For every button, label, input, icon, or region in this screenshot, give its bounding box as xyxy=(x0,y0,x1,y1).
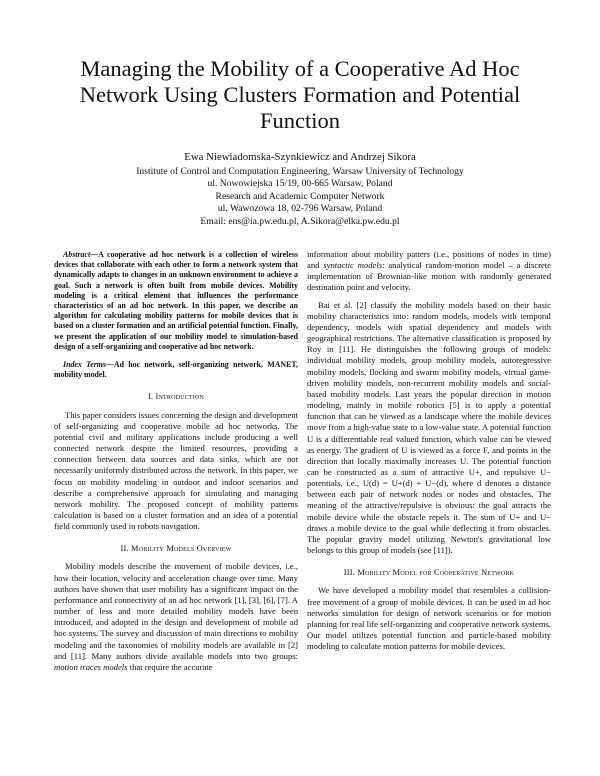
index-terms-label: Index Terms xyxy=(63,360,107,370)
introduction-paragraph: This paper considers issues concerning the design and development of self-organizing and cooperative mobile ad hoc networks. The potential civil and military applications include producing a well connected network despite the limited resources, providing a connection between data sources and data sinks, which are not necessarily uniformly distributed across the network. In this paper, we focus on mobility modeling in outdoor and indoor scenarios and describe a comprehensive approach for simulating and managing network mobility. The proposed concept of mobility patterns calculation is based on a cluster formation and an idea of a potential field commonly used in robots navigation. xyxy=(54,409,298,532)
section-heading-mobility-models-overview: II. Mobility Models Overview xyxy=(120,544,232,554)
index-terms xyxy=(54,360,298,380)
address-2: ul. Wawozowa 18, 02-796 Warsaw, Poland xyxy=(217,203,383,215)
overview-text-a: Mobility models describe the movement of mobile devices, i.e., how their location, velocity and acceleration change over time. Many authors have shown that user mobility has a significant impact on the performance and connectivity of an ad hoc network [1], [3], [6], [7]. A number of less and more detailed mobility models have been introduced, and adopted in the design and development of mobile ad hoc systems. The survey and discussion of main directions to mobility modeling and the taxonomies of mobility models are available in [2] and [11]. Many authors divide available models into two groups: xyxy=(54,561,298,661)
continuation-text-a: information about mobility patters (i.e., positions of nodes in time) and xyxy=(307,249,551,271)
title-line-3: Function xyxy=(259,108,340,133)
mobility-model-paragraph: We have developed a mobility model that resembles a collision-free movement of a group of mobile devices. It can be used in ad hoc networks simulation for design of network scenarios or for motion planning for real life self-organizing and cooperative network systems. Our model utilizes potential function and particle-based mobility modeling to calculate motion patterns for mobile devices. xyxy=(307,585,551,652)
author-block xyxy=(40,151,560,229)
author-names: Ewa Niewiadomska-Szynkiewicz and Andrzej Sikora xyxy=(184,151,416,163)
section-heading-mobility-model: III. Mobility Model for Cooperative Network xyxy=(343,568,515,578)
email-line: Email: ens@ia.pw.edu.pl, A.Sikora@elka.pw.edu.pl xyxy=(200,215,400,227)
continuation-emphasis: syntactic models xyxy=(323,260,383,271)
classification-paragraph: Bai et al. [2] classify the mobility models based on their basic mobility characteristics into: random models, models with temporal dependency, models with spatial dependency and models with geographical restrictions. The alternative classification is proposed by Roy in [11]. He distinguishes the following groups of models: individual mobility models, group mobility models, autoregressive mobility models, flocking and swarm mobility models, virtual game-driven mobility models, non-recurrent mobility models and social-based mobility models. Last years the popular direction in motion modeling, mainly in mobile robotics [5] is to apply a potential function that can be viewed as a landscape where the mobile devices move from a high-value state to a low-value state. A potential function U is a differentiable real valued function, which value can be viewed as energy. The gradient of U is viewed as a force F, and points in the direction that locally maximally increases U. The potential function can be constructed as a sum of attractive U+, and repulsive U− potentials, i.e., U(d) = U+(d) + U−(d), where d denotes a distance between each pair of network nodes or nodes and obstacles. The meaning of the attractive/repulsive is obvious: the goal attracts the mobile device while the obstacle repels it. The sum of U+ and U− draws a mobile device to the goal while deflecting it from obstacles. The popular gravity model utilizing Newton's gravitational low belongs to this group of models (see [11]). xyxy=(307,299,551,556)
overview-continuation xyxy=(307,249,551,294)
index-terms-text: —Ad hoc network, self-organizing network, MANET, mobility model. xyxy=(54,360,299,380)
paper-title xyxy=(40,56,560,134)
right-column xyxy=(307,249,551,652)
section-heading-introduction: I. Introduction xyxy=(147,392,205,402)
address-1: ul. Nowowiejska 15/19, 00-665 Warsaw, Poland xyxy=(207,178,393,190)
affiliation-2: Research and Academic Computer Network xyxy=(215,190,385,202)
title-line-1: Managing the Mobility of a Cooperative Ad Hoc xyxy=(80,56,520,81)
continuation-text-b: : analytical random-motion model – a discrete implementation of Brownian-like motion with randomly generated destination point and velocity. xyxy=(307,260,551,293)
abstract-label: Abstract xyxy=(63,250,91,259)
overview-emphasis: motion traces models xyxy=(54,661,128,672)
overview-paragraph xyxy=(54,561,298,673)
abstract xyxy=(54,250,298,352)
overview-text-b: that require the accurate xyxy=(127,661,213,672)
affiliation-1: Institute of Control and Computation Engineering, Warsaw University of Technology xyxy=(136,165,464,177)
abstract-text: —A cooperative ad hoc network is a collection of wireless devices that collaborate with each other to form a network system that dynamically adapts to changes in an unknown environment to achieve a goal. Such a network is often built from mobile devices. Mobility modeling is a critical element that influences the performance characteristics of an ad hoc network. In this paper, we describe an algorithm for calculating mobility patterns for mobile devices that is based on a cluster formation and an artificial potential function. Finally, we present the application of our mobility model to simulation-based design of a self-organizing and cooperative ad hoc network. xyxy=(54,250,298,351)
title-line-2: Network Using Clusters Formation and Potential xyxy=(79,82,521,107)
left-column xyxy=(54,250,298,673)
